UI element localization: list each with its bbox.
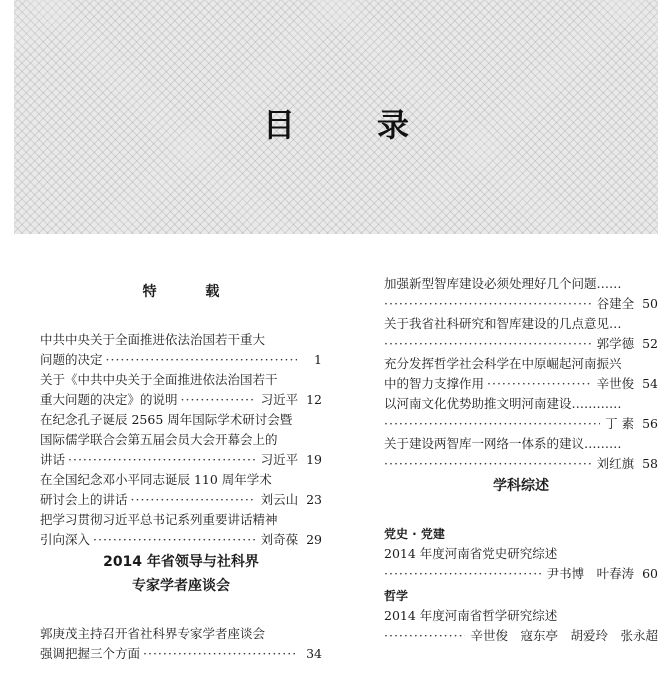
toc-entry-title-line: 郭庚茂主持召开省社科界专家学者座谈会	[40, 626, 266, 641]
dot-leader	[181, 390, 256, 410]
toc-entry-title-line: 关于《中共中央关于全面推进依法治国若干	[40, 372, 278, 387]
dot-leader	[487, 374, 592, 394]
page-title	[14, 100, 658, 146]
section-heading-forum-line2: 专家学者座谈会	[132, 578, 230, 594]
toc-entry-page: 12	[306, 392, 322, 407]
toc-entry[interactable]	[40, 510, 322, 550]
toc-entry[interactable]	[384, 314, 658, 354]
toc-entry-author: 丁 素	[605, 416, 635, 431]
dot-leader	[384, 294, 592, 314]
toc-entry-title-line: 关于我省社科研究和智库建设的几点意见…	[384, 316, 622, 331]
toc-entry-title-line: 问题的决定	[40, 352, 103, 367]
dot-leader	[384, 414, 600, 434]
subheading-party-history: 党史 · 党建	[384, 527, 445, 541]
toc-entry[interactable]	[40, 370, 322, 410]
toc-entry[interactable]	[384, 274, 658, 314]
toc-entry-title-line: 中的智力支撑作用	[384, 376, 485, 391]
toc-entry-page: 34	[306, 646, 322, 661]
toc-entry-title-line: 引向深入	[40, 532, 91, 547]
toc-entry-title-line: 以河南文化优势助推文明河南建设…………	[384, 396, 622, 411]
toc-entry[interactable]	[40, 330, 322, 370]
dot-leader	[131, 490, 256, 510]
toc-entry-title-line: 加强新型智库建设必须处理好几个问题……	[384, 276, 622, 291]
toc-entry-title-line: 重大问题的决定》的说明	[40, 392, 178, 407]
toc-entry[interactable]	[40, 410, 322, 470]
toc-entry-author: 郭学德	[596, 336, 635, 351]
toc-entry-author: 尹书博 叶春涛	[546, 566, 635, 581]
toc-entry-title-line: 在纪念孔子诞辰 2565 周年国际学术研讨会暨	[40, 412, 293, 427]
toc-entry-author: 辛世俊 寇东亭 胡爱玲 张永超	[470, 628, 658, 643]
toc-entry-page: 52	[642, 336, 658, 351]
toc-entry-title-line: 在全国纪念邓小平同志诞辰 110 周年学术	[40, 472, 272, 487]
toc-entry-page: 19	[306, 452, 322, 467]
toc-entry[interactable]	[384, 606, 658, 646]
toc-entry-page: 50	[642, 296, 658, 311]
dot-leader	[143, 644, 295, 664]
section-heading-special: 特 载	[142, 284, 242, 300]
title-banner	[14, 0, 658, 234]
dot-leader	[93, 530, 256, 550]
section-heading-forum: 2014 年省领导与社科界	[103, 554, 259, 570]
section-heading-review: 学科综述	[493, 478, 549, 494]
dot-leader	[384, 626, 465, 646]
toc-entry-title-line: 研讨会上的讲话	[40, 492, 128, 507]
toc-entry-title-line: 国际儒学联合会第五届会员大会开幕会上的	[40, 432, 278, 447]
title-char-2: 录	[377, 106, 410, 144]
toc-entry-author: 刘红旗	[596, 456, 635, 471]
toc-entry[interactable]	[384, 544, 658, 584]
title-char-1: 目	[262, 106, 295, 144]
toc-entry[interactable]	[40, 624, 322, 664]
toc-entry-title-line: 强调把握三个方面	[40, 646, 141, 661]
toc-entry-title-line: 充分发挥哲学社会科学在中原崛起河南振兴	[384, 356, 622, 371]
toc-entry-title-line: 讲话	[40, 452, 66, 467]
toc-entry-title-line: 把学习贯彻习近平总书记系列重要讲话精神	[40, 512, 278, 527]
toc-entry-page: 29	[306, 532, 322, 547]
dot-leader	[384, 334, 592, 354]
toc-entry[interactable]	[384, 434, 658, 474]
toc-entry-page: 1	[314, 352, 322, 367]
toc-entry-author: 刘云山	[260, 492, 299, 507]
dot-leader	[384, 454, 592, 474]
toc-entry-title-line: 2014 年度河南省哲学研究综述	[384, 608, 558, 623]
toc-entry[interactable]	[384, 354, 658, 394]
dot-leader	[68, 450, 256, 470]
toc-right-column	[384, 274, 658, 646]
toc-entry-author: 谷建全	[596, 296, 635, 311]
toc-entry-title-line: 中共中央关于全面推进依法治国若干重大	[40, 332, 266, 347]
subheading-philosophy: 哲学	[384, 589, 409, 603]
toc-entry-author: 刘奇葆	[260, 532, 299, 547]
dot-leader	[106, 350, 297, 370]
toc-entry-page: 56	[642, 416, 658, 431]
dot-leader	[384, 564, 542, 584]
toc-entry-page: 23	[306, 492, 322, 507]
toc-entry-author: 辛世俊	[596, 376, 635, 391]
toc-entry-author: 习近平	[260, 392, 299, 407]
toc-entry-page: 58	[642, 456, 658, 471]
toc-entry-page: 60	[642, 566, 658, 581]
toc-entry-title-line: 2014 年度河南省党史研究综述	[384, 546, 558, 561]
toc-entry[interactable]	[40, 470, 322, 510]
toc-entry-author: 习近平	[260, 452, 299, 467]
toc-left-column	[40, 280, 322, 664]
toc-entry-title-line: 关于建设两智库一网络一体系的建议………	[384, 436, 622, 451]
toc-entry[interactable]	[384, 394, 658, 434]
toc-entry-page: 54	[642, 376, 658, 391]
